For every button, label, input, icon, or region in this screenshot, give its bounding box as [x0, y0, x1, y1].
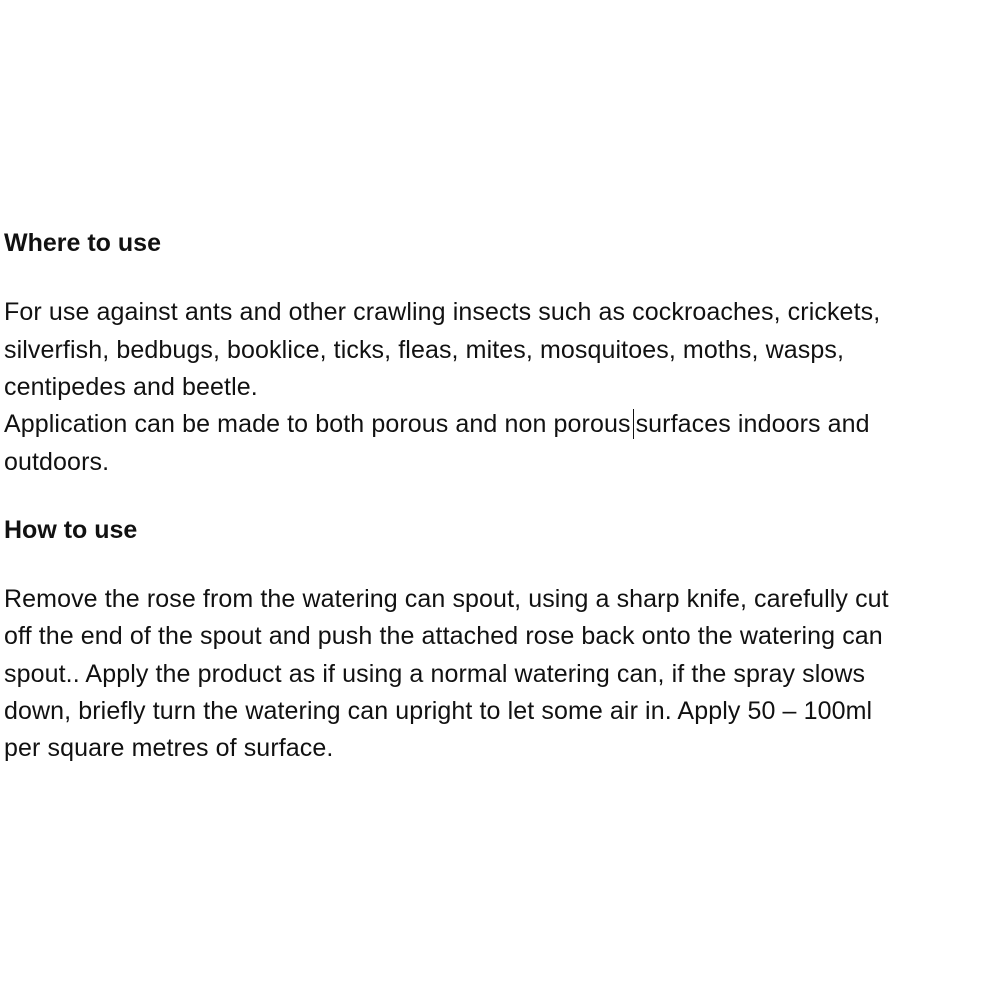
section-heading-where-to-use: Where to use	[4, 229, 161, 257]
section-heading-how-to-use: How to use	[4, 516, 138, 544]
paragraph-line: For use against ants and other crawling insects such as cockroaches, crickets,	[4, 298, 881, 326]
text-cursor	[633, 409, 634, 439]
paragraph-line: Remove the rose from the watering can spout, using a sharp knife, carefully cut	[4, 585, 889, 613]
paragraph-line: down, briefly turn the watering can upright to let some air in. Apply 50 – 100ml	[4, 697, 873, 725]
paragraph-line: off the end of the spout and push the attached rose back onto the watering can	[4, 622, 883, 650]
paragraph-line: spout.. Apply the product as if using a normal watering can, if the spray slows	[4, 660, 866, 688]
paragraph-line: per square metres of surface.	[4, 734, 334, 762]
paragraph-text-before-cursor: Application can be made to both porous and non porous	[4, 410, 631, 438]
paragraph-line: centipedes and beetle.	[4, 373, 258, 401]
paragraph-line-with-cursor[interactable]	[4, 409, 870, 439]
paragraph-line: outdoors.	[4, 448, 110, 476]
paragraph-text-after-cursor: surfaces indoors and	[635, 410, 870, 438]
paragraph-line: silverfish, bedbugs, booklice, ticks, fleas, mites, mosquitoes, moths, wasps,	[4, 336, 844, 364]
